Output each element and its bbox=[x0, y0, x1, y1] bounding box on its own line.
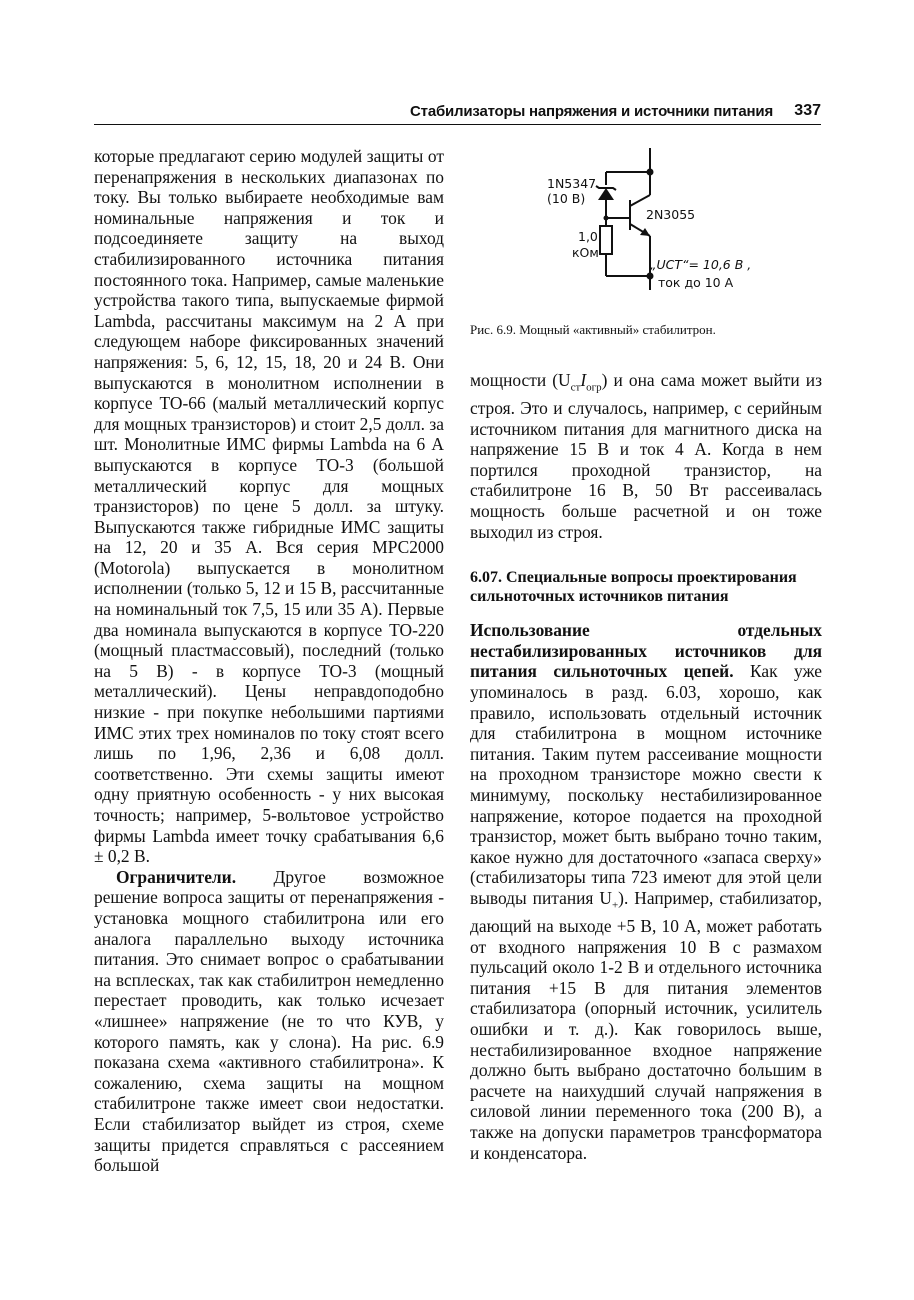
zener-diode-symbol bbox=[598, 188, 614, 200]
limiters-text: Другое возможное решение вопроса защиты от перенапряжения - установка мощного стабилитрона или его аналога параллельно выходу источника питания. Это снимает вопрос о срабатывании на всплесках, так как стабилитрон немедленно перестает проводить, как только исчезает «лишнее» напряжение (не то что КУВ, у которого память, как у слона). На рис. 6.9 показана схема «активного стабилитрона». К сожалению, схема защиты на мощном стабилитроне также имеет свои недостатки. Если стабилизатор выйдет из строя, схеме защиты придется справляться с рассеянием большой bbox=[94, 866, 444, 1176]
text-fragment: Как уже упоминалось в разд. 6.03, хорошо, как правило, использовать отдельный источник для стабилитрона в мощном источнике питания. Таким путем рассеивание мощности на проходном транзисторе можно свести к минимуму, поскольку нестабилизированное напряжение, которое подается на проходной транзистор, может быть выбрано точно таким, какое нужно для достаточного «запаса сверху» (стабилизаторы типа 723 имеют для этой цели выводы питания U bbox=[470, 661, 822, 908]
figure-6-9 bbox=[470, 140, 822, 350]
text-fragment: I bbox=[580, 370, 587, 390]
transistor-label: 2N3055 bbox=[646, 207, 696, 222]
subscript: + bbox=[611, 899, 619, 912]
text-fragment: ). Например, стабилизатор, дающий на выходе +5 В, 10 А, может работать от входного напряжения 10 В с размахом пульсаций около 1-2 В и отдельного источника питания +15 В для питания элементов стабилизатора (опорный источник, усилитель ошибки и т. д.). Как говорилось выше, нестабилизированное входное напряжение должно быть выбрано достаточно большим в расчете на наихудший случай напряжения в силовой линии переменного тока (200 В), а также на допуски параметров трансформатора и конденсатора. bbox=[470, 887, 822, 1163]
top-terminal bbox=[647, 169, 654, 176]
right-paragraph-1 bbox=[470, 370, 822, 542]
page-number: 337 bbox=[794, 102, 821, 119]
limiters-lead: Ограничители. bbox=[116, 866, 237, 887]
figure-caption: Рис. 6.9. Мощный «активный» стабилитрон. bbox=[470, 322, 716, 337]
voltage-label: „UСТ“= 10,6 В , bbox=[650, 257, 752, 272]
current-label: ток до 10 А bbox=[658, 275, 734, 290]
left-paragraph-2 bbox=[94, 867, 444, 1176]
section-heading: 6.07. Специальные вопросы проектирования сильноточных источников питания bbox=[470, 569, 797, 606]
left-paragraph-1: которые предлагают серию модулей защиты от перенапряжения в нескольких диапазонах по току. Вы только выбираете необходимые вам номинальные напряжения и ток и подсоединяете защиту на выход стабилизированного источника питания постоянного тока. Например, самые маленькие устройства такого типа, выпускаемые фирмой Lambda, рассчитаны максимум на 2 А при следующем наборе фиксированных значений напряжения: 5, 6, 12, 15, 18, 20 и 24 В. Они выпускаются в монолитном исполнении в корпусе ТО-66 (малый металлический корпус для мощных транзисторов) и стоит 2,5 долл. за шт. Монолитные ИМС фирмы Lambda на 6 А выпускаются в корпусе ТО-3 (большой металлический корпус для мощных транзисторов) по цене 5 долл. за штуку. Выпускаются также гибридные ИМС защиты на 12, 20 и 35 А. Вся серия МРС2000 (Motorola) выпускается в монолитном исполнении (только 5, 12 и 15 В, рассчитанные на номинальный ток 7,5, 15 или 35 А). Первые два номинала выпускаются в корпусе ТО-220 (мощный пластмассовый), последний (только на 5 В) - в корпусе ТО-3 (мощный металлический). Цены неправдоподобно низкие - при покупке небольшими партиями ИМС этих трех номиналов по току стоят всего лишь по 1,96, 2,36 и 6,08 долл. соответственно. Эти схемы защиты имеют одну приятную особенность - у них высокая точность; например, 5-вольтовое устройство фирмы Lambda имеет точку срабатывания 6,6 ± 0,2 В. bbox=[94, 146, 444, 867]
zener-circuit-diagram bbox=[470, 140, 822, 320]
resistor-unit-label: кОм bbox=[572, 245, 599, 260]
right-text-column bbox=[470, 370, 822, 1163]
bottom-terminal bbox=[647, 273, 654, 280]
right-paragraph-2 bbox=[470, 620, 822, 1163]
text-fragment: ) и она сама может выйти из строя. Это и случалось, например, с серийным источником питания для магнитного диска на напряжение 15 В и ток 4 А. Когда в нем портился проходной транзистор, на стабилитроне 16 В, 50 Вт рассеивалась мощность больше расчетной и он тоже выходил из строя. bbox=[470, 370, 822, 542]
subscript: ст bbox=[570, 381, 581, 394]
diode-voltage-label: (10 В) bbox=[547, 191, 586, 206]
running-header-title: Стабилизаторы напряжения и источники питания bbox=[410, 103, 773, 120]
text-fragment: мощности (U bbox=[470, 370, 571, 390]
resistor-value-label: 1,0 bbox=[578, 229, 598, 244]
diode-part-label: 1N5347 bbox=[547, 176, 597, 191]
left-text-column bbox=[94, 146, 444, 1176]
running-header bbox=[94, 102, 821, 125]
separate-sources-lead: Использование отдельных нестабилизированных источников для питания сильноточных цепей. bbox=[470, 620, 822, 682]
subscript: огр bbox=[586, 381, 602, 394]
